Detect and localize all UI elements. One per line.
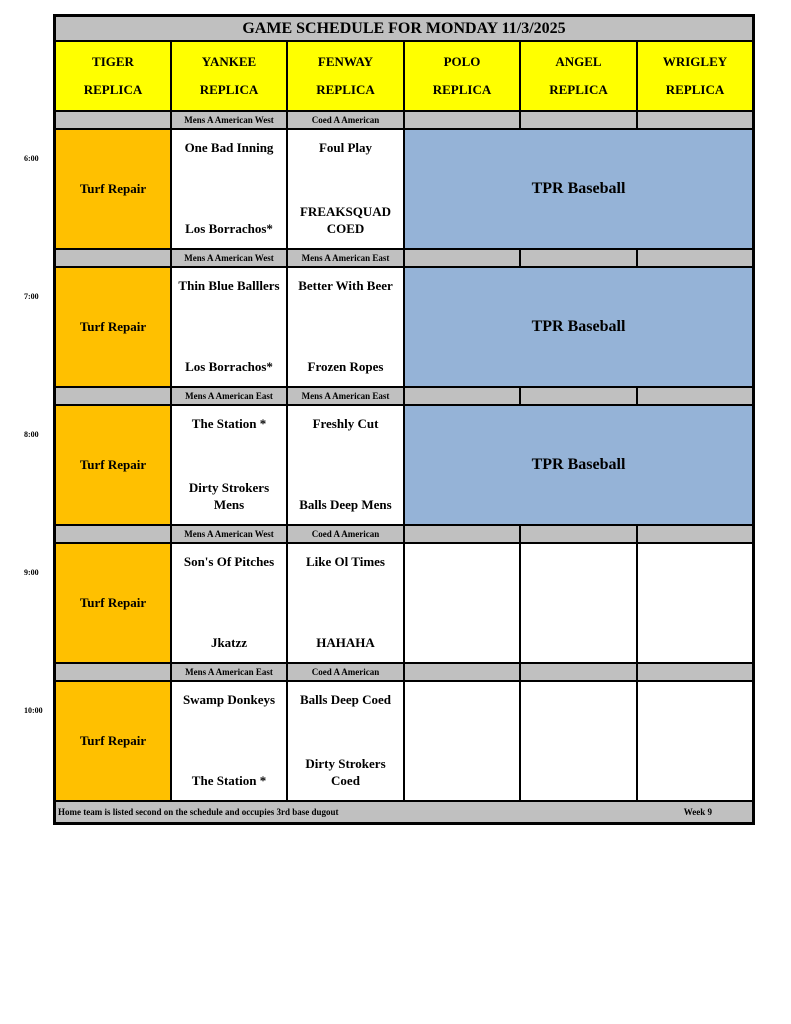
game-cell-yankee [171, 267, 287, 387]
division-label: Mens A American East [171, 663, 287, 681]
divider-blank [404, 525, 520, 543]
away-team: Foul Play [318, 140, 373, 155]
game-cell-fenway [287, 543, 404, 663]
field-name: FENWAY [317, 54, 374, 69]
turf-repair-cell: Turf Repair [55, 129, 171, 249]
footer-bar [55, 801, 753, 823]
field-sub: REPLICA [432, 82, 492, 97]
divider-blank [520, 387, 637, 405]
home-team: Frozen Ropes [307, 359, 384, 375]
divider-blank [55, 111, 171, 129]
time-label-9: 9:00 [24, 568, 39, 577]
away-team: Balls Deep Coed [300, 692, 391, 707]
time-label-10: 10:00 [24, 706, 43, 715]
week-label: Week 9 [683, 807, 712, 817]
divider-blank [520, 249, 637, 267]
field-header-wrigley [637, 41, 753, 111]
division-label: Mens A American East [171, 387, 287, 405]
field-header-tiger [55, 41, 171, 111]
footer-note: Home team is listed second on the schedule and occupies 3rd base dugout [58, 807, 339, 817]
division-label: Coed A American [287, 525, 404, 543]
field-name: POLO [443, 54, 481, 69]
divider-blank [520, 663, 637, 681]
time-label-6: 6:00 [24, 154, 39, 163]
turf-repair-cell: Turf Repair [55, 681, 171, 801]
home-team: Dirty Strokers Coed [305, 756, 386, 789]
schedule-title: GAME SCHEDULE FOR MONDAY 11/3/2025 [55, 16, 753, 41]
game-cell-fenway [287, 129, 404, 249]
home-team: FREAKSQUAD COED [299, 204, 391, 237]
divider-blank [55, 249, 171, 267]
division-label: Mens A American West [171, 249, 287, 267]
divider-blank [55, 387, 171, 405]
turf-repair-cell: Turf Repair [55, 543, 171, 663]
divider-blank [520, 525, 637, 543]
divider-blank [637, 387, 753, 405]
time-label-7: 7:00 [24, 292, 39, 301]
field-sub: REPLICA [199, 82, 259, 97]
division-label: Coed A American [287, 111, 404, 129]
divider-blank [520, 111, 637, 129]
away-team: Thin Blue Balllers [178, 278, 280, 293]
away-team: One Bad Inning [184, 140, 274, 155]
home-team: Dirty Strokers Mens [188, 480, 270, 513]
away-team: Son's Of Pitches [183, 554, 275, 569]
field-name: YANKEE [201, 54, 257, 69]
away-team: The Station * [191, 416, 267, 431]
divider-blank [404, 387, 520, 405]
divider-blank [637, 663, 753, 681]
field-sub: REPLICA [316, 82, 375, 97]
away-team: Swamp Donkeys [182, 692, 276, 707]
empty-cell-angel [520, 543, 637, 663]
away-team: Freshly Cut [312, 416, 379, 431]
game-cell-fenway [287, 405, 404, 525]
game-cell-yankee [171, 405, 287, 525]
field-header-angel [520, 41, 637, 111]
divider-blank [637, 111, 753, 129]
field-sub: REPLICA [665, 82, 725, 97]
game-cell-yankee [171, 681, 287, 801]
time-label-8: 8:00 [24, 430, 39, 439]
home-team: Los Borrachos* [185, 359, 273, 375]
empty-cell-polo [404, 681, 520, 801]
division-label: Coed A American [287, 663, 404, 681]
divider-blank [404, 663, 520, 681]
tpr-baseball-block: TPR Baseball [404, 405, 753, 525]
tpr-baseball-block: TPR Baseball [404, 129, 753, 249]
game-cell-yankee [171, 543, 287, 663]
home-team: Balls Deep Mens [299, 497, 392, 513]
turf-repair-cell: Turf Repair [55, 405, 171, 525]
field-name: ANGEL [555, 54, 602, 69]
home-team: Jkatzz [210, 635, 248, 651]
divider-blank [637, 249, 753, 267]
division-label: Mens A American East [287, 387, 404, 405]
empty-cell-wrigley [637, 681, 753, 801]
away-team: Like Ol Times [306, 554, 385, 569]
tpr-baseball-block: TPR Baseball [404, 267, 753, 387]
divider-blank [55, 663, 171, 681]
division-label: Mens A American West [171, 111, 287, 129]
divider-blank [404, 249, 520, 267]
game-cell-fenway [287, 681, 404, 801]
away-team: Better With Beer [298, 278, 393, 293]
turf-repair-cell: Turf Repair [55, 267, 171, 387]
game-cell-fenway [287, 267, 404, 387]
field-name: WRIGLEY [662, 54, 728, 69]
home-team: HAHAHA [316, 635, 375, 651]
division-label: Mens A American West [171, 525, 287, 543]
home-team: The Station * [191, 773, 267, 789]
game-cell-yankee [171, 129, 287, 249]
field-sub: REPLICA [83, 82, 143, 97]
divider-blank [404, 111, 520, 129]
field-name: TIGER [92, 54, 134, 69]
division-label: Mens A American East [287, 249, 404, 267]
field-header-yankee [171, 41, 287, 111]
empty-cell-wrigley [637, 543, 753, 663]
home-team: Los Borrachos* [185, 221, 273, 237]
divider-blank [55, 525, 171, 543]
field-header-polo [404, 41, 520, 111]
empty-cell-polo [404, 543, 520, 663]
field-sub: REPLICA [549, 82, 608, 97]
field-header-fenway [287, 41, 404, 111]
empty-cell-angel [520, 681, 637, 801]
schedule-table [53, 14, 755, 825]
divider-blank [637, 525, 753, 543]
